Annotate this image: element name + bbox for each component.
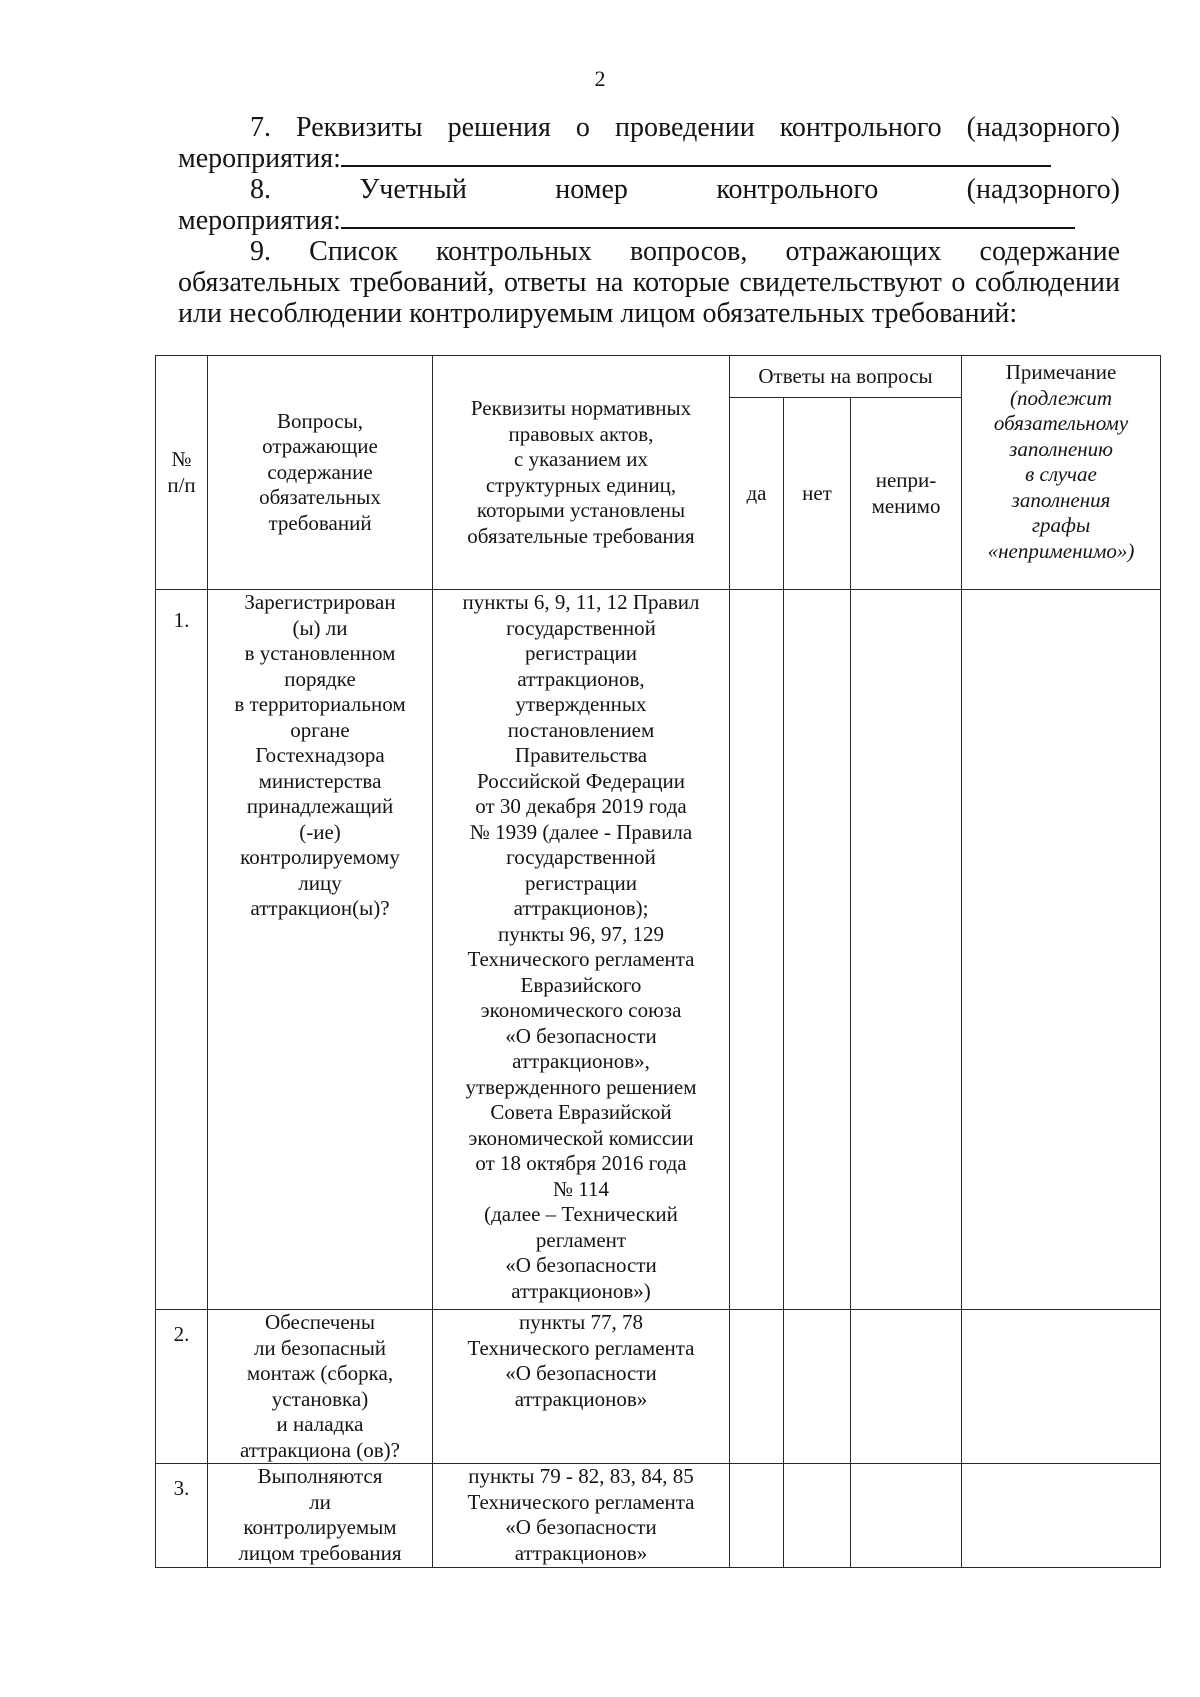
item-8-label: мероприятия: <box>178 205 341 236</box>
item-8-line-2 <box>178 205 1120 236</box>
checklist-table <box>155 355 1161 1568</box>
item-8-paragraph <box>178 174 1120 236</box>
row-number: 3. <box>156 1464 208 1568</box>
header-not-applicable: непри- менимо <box>851 398 962 590</box>
row-note-cell[interactable] <box>962 1464 1161 1568</box>
item-7-line-1: 7. Реквизиты решения о проведении контрольного (надзорного) <box>250 112 1120 143</box>
page-number: 2 <box>594 66 606 91</box>
item-8-blank-field <box>341 226 1075 229</box>
table-row <box>156 1310 1161 1464</box>
header-yes: да <box>730 398 784 590</box>
row-answer-no-cell[interactable] <box>784 1310 851 1464</box>
row-requisites: пункты 77, 78 Технического регламента «О безопасности аттракционов» <box>433 1310 730 1464</box>
row-answer-yes-cell[interactable] <box>730 590 784 1310</box>
table-body <box>156 590 1161 1568</box>
header-answers-group: Ответы на вопросы <box>730 356 962 398</box>
row-answer-yes-cell[interactable] <box>730 1310 784 1464</box>
row-answer-yes-cell[interactable] <box>730 1464 784 1568</box>
header-requisites: Реквизиты нормативных правовых актов, с указанием их структурных единиц, которыми установлены обязательные требования <box>433 356 730 590</box>
header-number: № п/п <box>156 356 208 590</box>
item-7-line-2 <box>178 143 1120 174</box>
table-row <box>156 1464 1161 1568</box>
header-questions: Вопросы, отражающие содержание обязательных требований <box>208 356 433 590</box>
table-header <box>156 356 1161 590</box>
row-question: Выполняются ли контролируемым лицом требования <box>208 1464 433 1568</box>
table-row <box>156 590 1161 1310</box>
row-answer-not-applicable-cell[interactable] <box>851 590 962 1310</box>
row-number: 2. <box>156 1310 208 1464</box>
row-answer-no-cell[interactable] <box>784 1464 851 1568</box>
header-no: нет <box>784 398 851 590</box>
item-7-blank-field <box>341 164 1051 167</box>
row-number: 1. <box>156 590 208 1310</box>
item-8-line-1: 8. Учетный номер контрольного (надзорного) <box>250 174 1120 205</box>
item-9-line-2: обязательных требований, ответы на которые свидетельствуют о соблюдении <box>178 267 1120 298</box>
row-requisites: пункты 6, 9, 11, 12 Правил государственной регистрации аттракционов, утвержденных постановлением Правительства Российской Федерации от 30 декабря 2019 года № 1939 (далее - Правила государственной регистрации аттракционов); пункты 96, 97, 129 Технического регламента Евразийского экономического союза «О безопасности аттракционов», утвержденного решением Совета Евразийской экономической комиссии от 18 октября 2016 года № 114 (далее – Технический регламент «О безопасности аттракционов») <box>433 590 730 1310</box>
row-answer-not-applicable-cell[interactable] <box>851 1310 962 1464</box>
row-answer-no-cell[interactable] <box>784 590 851 1310</box>
row-requisites: пункты 79 - 82, 83, 84, 85 Технического регламента «О безопасности аттракционов» <box>433 1464 730 1568</box>
item-7-paragraph <box>178 112 1120 174</box>
header-note-title: Примечание <box>1005 360 1117 384</box>
row-answer-not-applicable-cell[interactable] <box>851 1464 962 1568</box>
header-note <box>962 356 1161 590</box>
item-7-label: мероприятия: <box>178 143 341 174</box>
item-9-paragraph <box>178 236 1120 329</box>
table-header-row-1 <box>156 356 1161 398</box>
row-question: Зарегистрирован (ы) ли в установленном порядке в территориальном органе Гостехнадзора министерства принадлежащий (-ие) контролируемому лицу аттракцион(ы)? <box>208 590 433 1310</box>
row-note-cell[interactable] <box>962 590 1161 1310</box>
row-note-cell[interactable] <box>962 1310 1161 1464</box>
row-question: Обеспечены ли безопасный монтаж (сборка, установка) и наладка аттракциона (ов)? <box>208 1310 433 1464</box>
header-note-detail: (подлежит обязательному заполнению в случае заполнения графы «неприменимо») <box>987 385 1135 563</box>
item-9-line-3: или несоблюдении контролируемым лицом обязательных требований: <box>178 298 1018 329</box>
item-9-line-1: 9. Список контрольных вопросов, отражающих содержание <box>250 236 1120 267</box>
